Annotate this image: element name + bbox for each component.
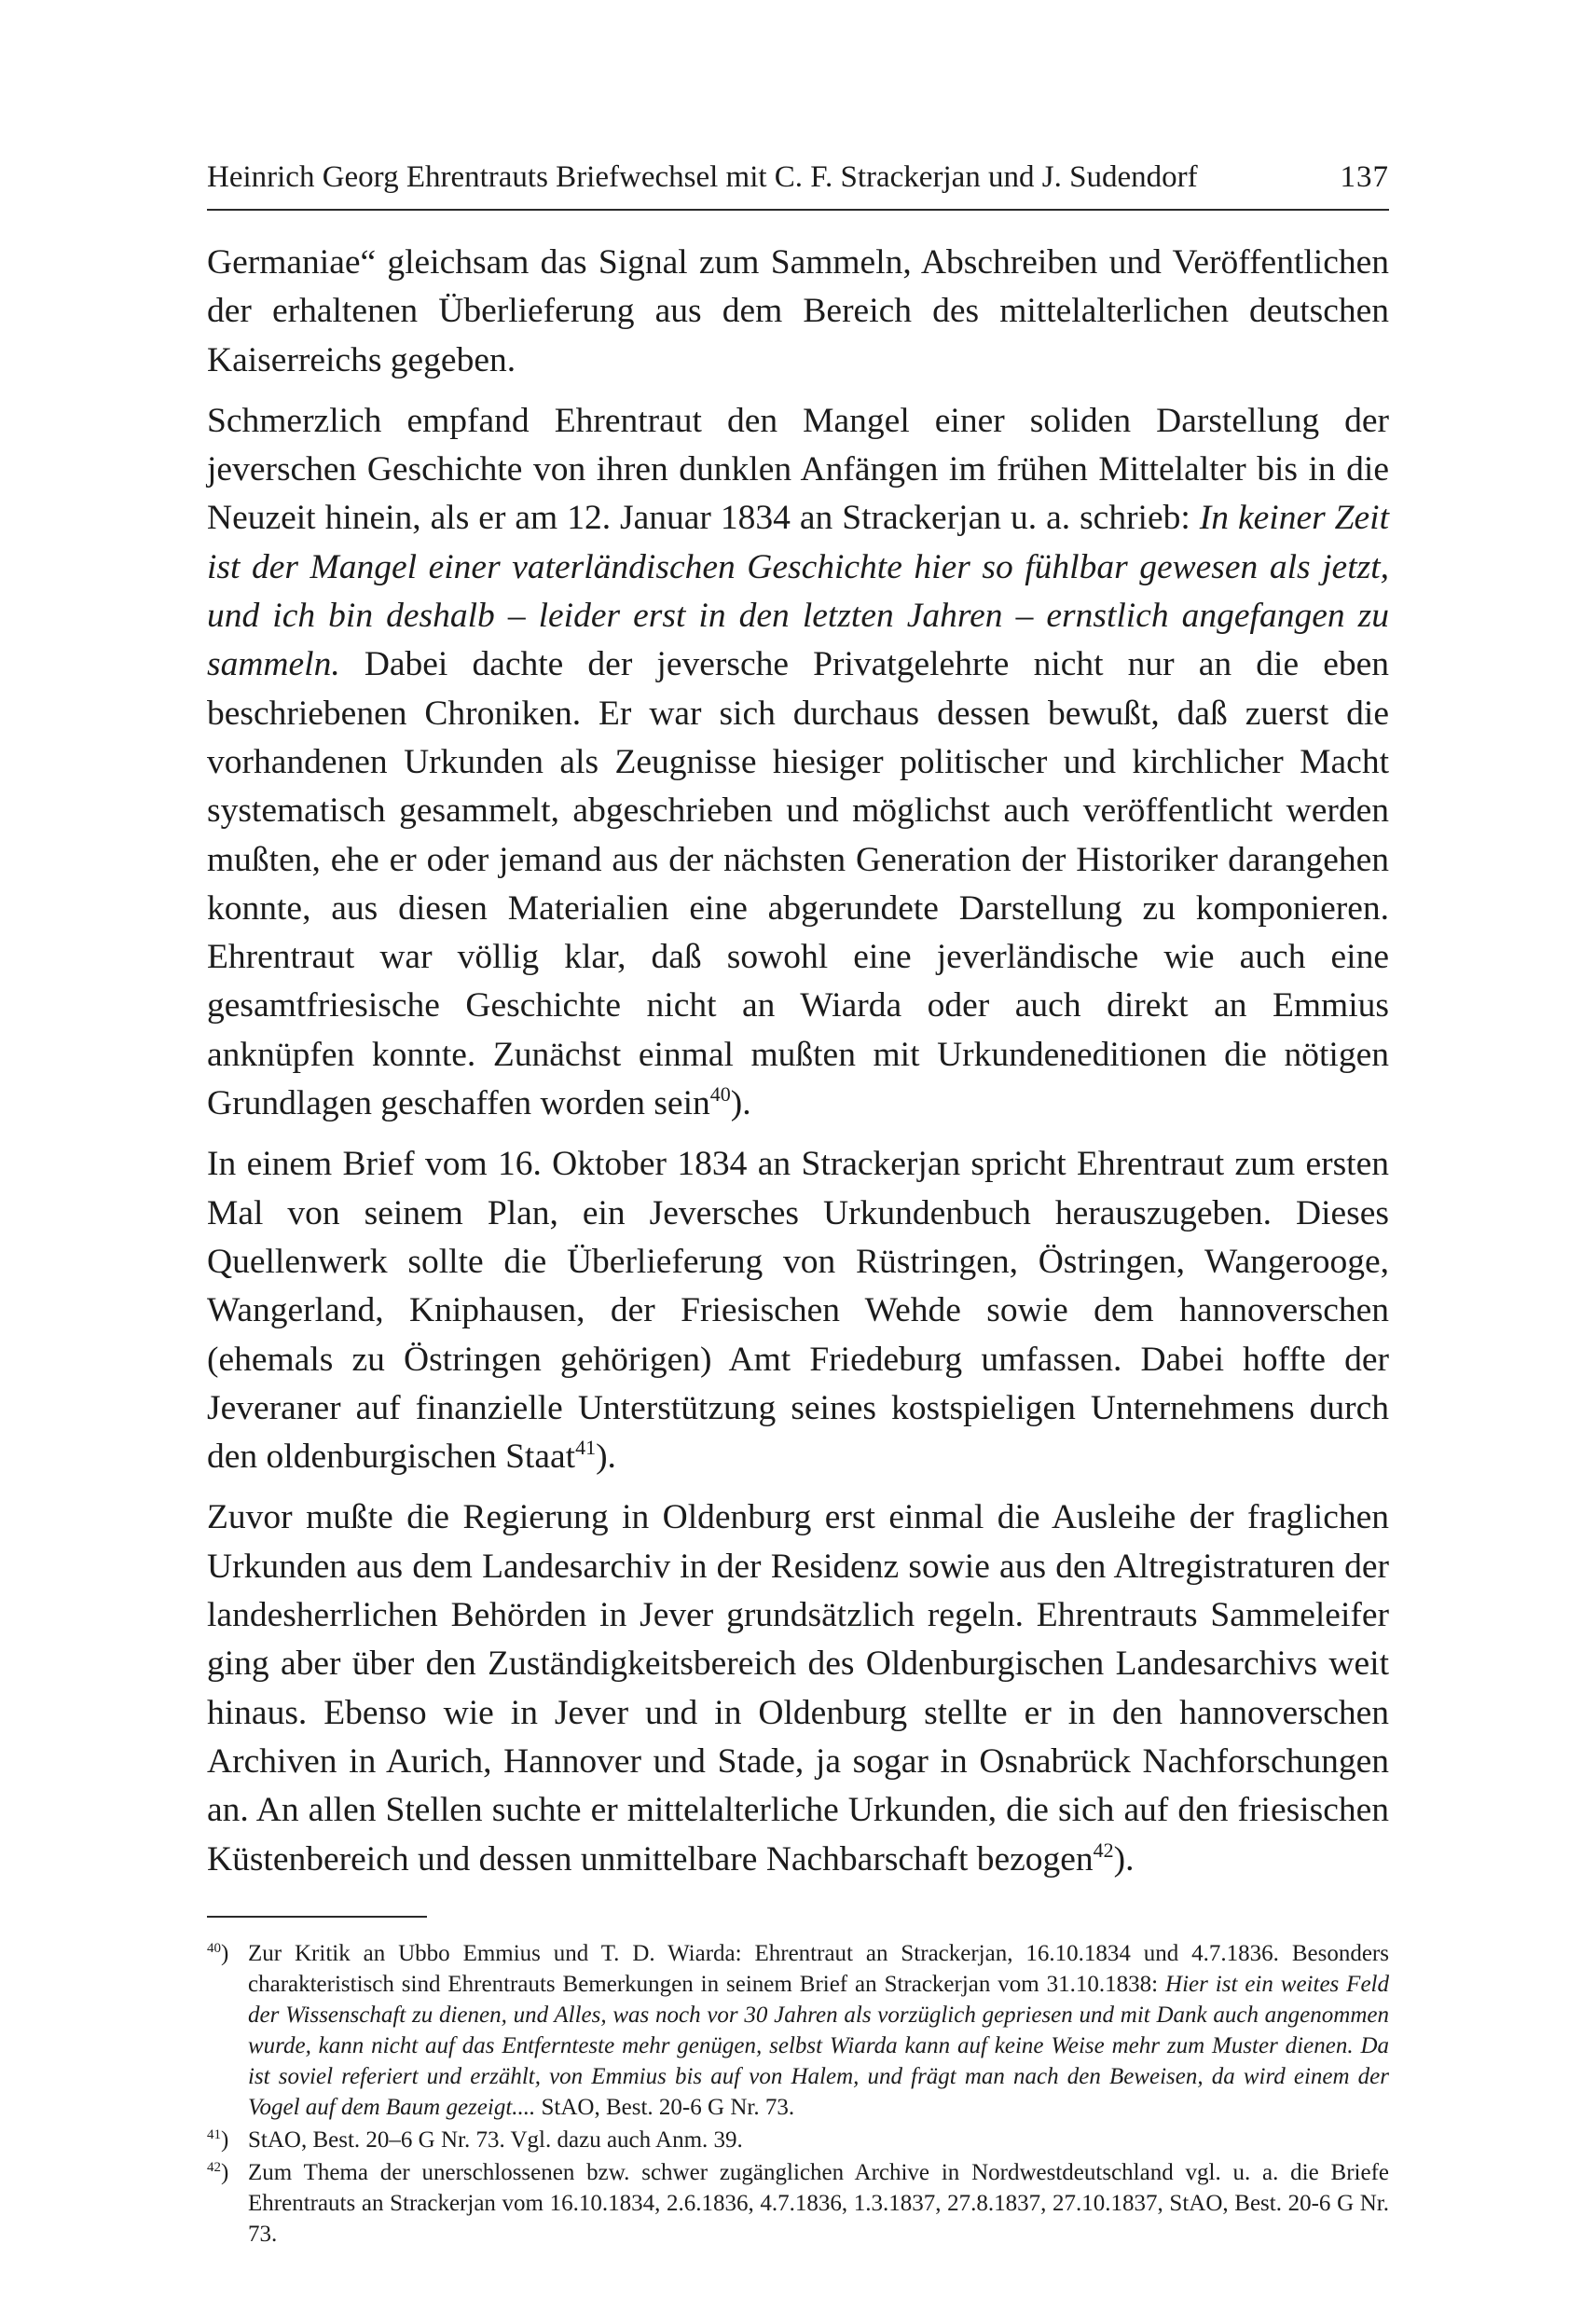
footnotes xyxy=(207,1938,1389,2250)
footnote xyxy=(207,1938,1389,2123)
paragraph xyxy=(207,1140,1389,1481)
page-number: 137 xyxy=(1340,160,1389,194)
main-text xyxy=(207,239,1389,1884)
footnote xyxy=(207,2157,1389,2250)
text-run: Dabei dachte der jeversche Privatgelehrte nicht nur an die eben beschriebenen Chroniken. Er war sich durchaus dessen bewußt, daß zuerst die vorhandenen Urkunden als Zeugnisse hiesiger politischer und kirchlicher Macht systematisch gesammelt, abgeschrieben und möglichst auch veröffentlicht werden mußten, ehe er oder jemand aus der nächsten Generation der Historiker darangehen konnte, aus diesen Materialien eine abgerundete Darstellung zu komponieren. Ehrentraut war völlig klar, daß sowohl eine jeverländische wie auch eine gesamtfriesische Geschichte nicht an Wiarda oder auch direkt an Emmius anknüpfen konnte. Zunächst einmal mußten mit Urkundeneditionen die nötigen Grundlagen geschaffen worden sein xyxy=(207,645,1389,1123)
text-run: Zum Thema der unerschlossenen bzw. schwer zugänglichen Archive in Nordwestdeutschland vgl. u. a. die Briefe Ehrentrauts an Strackerjan vom 16.10.1834, 2.6.1836, 4.7.1836, 1.3.1837, 27.8.1837, 27.10.1837, StAO, Best. 20-6 G Nr. 73. xyxy=(248,2159,1389,2247)
italic-quote: Hier ist ein weites Feld der Wissenschaft zu dienen, und Alles, was noch vor 30 Jahren als vorzüglich gepriesen und mit Dank auch angenommen wurde, kann nicht auf das Entfernteste mehr genügen, selbst Wiarda kann auf keine Weise mehr zum Muster dienen. Da ist soviel referiert und erzählt, von Emmius bis auf von Halem, und frägt man nach den Beweisen, da wird einem der Vogel auf dem Baum gezeigt.... xyxy=(248,1971,1389,2120)
footnote-marker: $^{41}$) xyxy=(207,2126,229,2153)
paragraph xyxy=(207,239,1389,385)
text-run: StAO, Best. 20–6 G Nr. 73. Vgl. dazu auch Anm. 39. xyxy=(248,2126,743,2153)
paragraph xyxy=(207,1493,1389,1883)
page xyxy=(207,158,1389,2251)
text-run: Schmerzlich empfand Ehrentraut den Mangel einer soliden Darstellung der jeverschen Geschichte von ihren dunklen Anfängen im frühen Mittelalter bis in die Neuzeit hinein, als er am 12. Januar 1834 an Strackerjan u. a. schrieb: xyxy=(207,401,1389,538)
footnote-text xyxy=(248,1938,1389,2123)
footnote-reference: 42 xyxy=(1093,1837,1114,1862)
text-run: ). xyxy=(730,1084,751,1123)
footnote-text xyxy=(248,2125,1389,2155)
running-header xyxy=(207,158,1389,211)
running-title: Heinrich Georg Ehrentrauts Briefwechsel mit C. F. Strackerjan und J. Sudendorf xyxy=(207,160,1198,194)
text-run: Germaniae“ gleichsam das Signal zum Sammeln, Abschreiben und Veröffentlichen der erhaltenen Überlieferung aus dem Bereich des mittelalterlichen deutschen Kaiserreichs gegeben. xyxy=(207,243,1389,379)
footnote-reference: 41 xyxy=(575,1436,597,1460)
footnote xyxy=(207,2125,1389,2155)
text-run: Zur Kritik an Ubbo Emmius und T. D. Wiarda: Ehrentraut an Strackerjan, 16.10.1834 und 4.7.1836. Besonders charakteristisch sind Ehrentrauts Bemerkungen in seinem Brief an Strackerjan vom 31.10.1838: xyxy=(248,1940,1389,1997)
footnote-reference: 40 xyxy=(709,1082,731,1107)
text-run: StAO, Best. 20-6 G Nr. 73. xyxy=(535,2094,795,2120)
footnote-separator xyxy=(207,1916,427,1918)
footnote-text xyxy=(248,2157,1389,2250)
text-run: ). xyxy=(1113,1839,1135,1878)
text-run: Zuvor mußte die Regierung in Oldenburg erst einmal die Ausleihe der fraglichen Urkunden aus dem Landesarchiv in der Residenz sowie aus den Altregistraturen der landesherrlichen Behörden in Jever grundsätzlich regeln. Ehrentrauts Sammeleifer ging aber über den Zuständigkeitsbereich des Oldenburgischen Landesarchivs weit hinaus. Ebenso wie in Jever und in Oldenburg stellte er in den hannoverschen Archiven in Aurich, Hannover und Stade, ja sogar in Osnabrück Nachforschungen an. An allen Stellen suchte er mittelalterliche Urkunden, die sich auf den friesischen Küstenbereich und dessen unmittelbare Nachbarschaft bezogen xyxy=(207,1498,1389,1878)
footnote-marker: $^{42}$) xyxy=(207,2159,229,2185)
paragraph xyxy=(207,397,1389,1128)
footnote-marker: $^{40}$) xyxy=(207,1940,229,1966)
italic-quote: In keiner Zeit ist der Mangel einer vaterländischen Geschichte hier so fühlbar gewesen als jetzt, und ich bin deshalb – leider erst in den letzten Jahren – ernstlich angefangen zu sammeln. xyxy=(207,499,1389,684)
text-run: In einem Brief vom 16. Oktober 1834 an Strackerjan spricht Ehrentraut zum ersten Mal von seinem Plan, ein Jeversches Urkundenbuch herauszugeben. Dieses Quellenwerk sollte die Überlieferung von Rüstringen, Östringen, Wangerooge, Wangerland, Kniphausen, der Friesischen Wehde sowie dem hannoverschen (ehemals zu Östringen gehörigen) Amt Friedeburg umfassen. Dabei hoffte der Jeveraner auf finanzielle Unterstützung seines kostspieligen Unternehmens durch den oldenburgischen Staat xyxy=(207,1145,1389,1477)
text-run: ). xyxy=(596,1438,616,1477)
